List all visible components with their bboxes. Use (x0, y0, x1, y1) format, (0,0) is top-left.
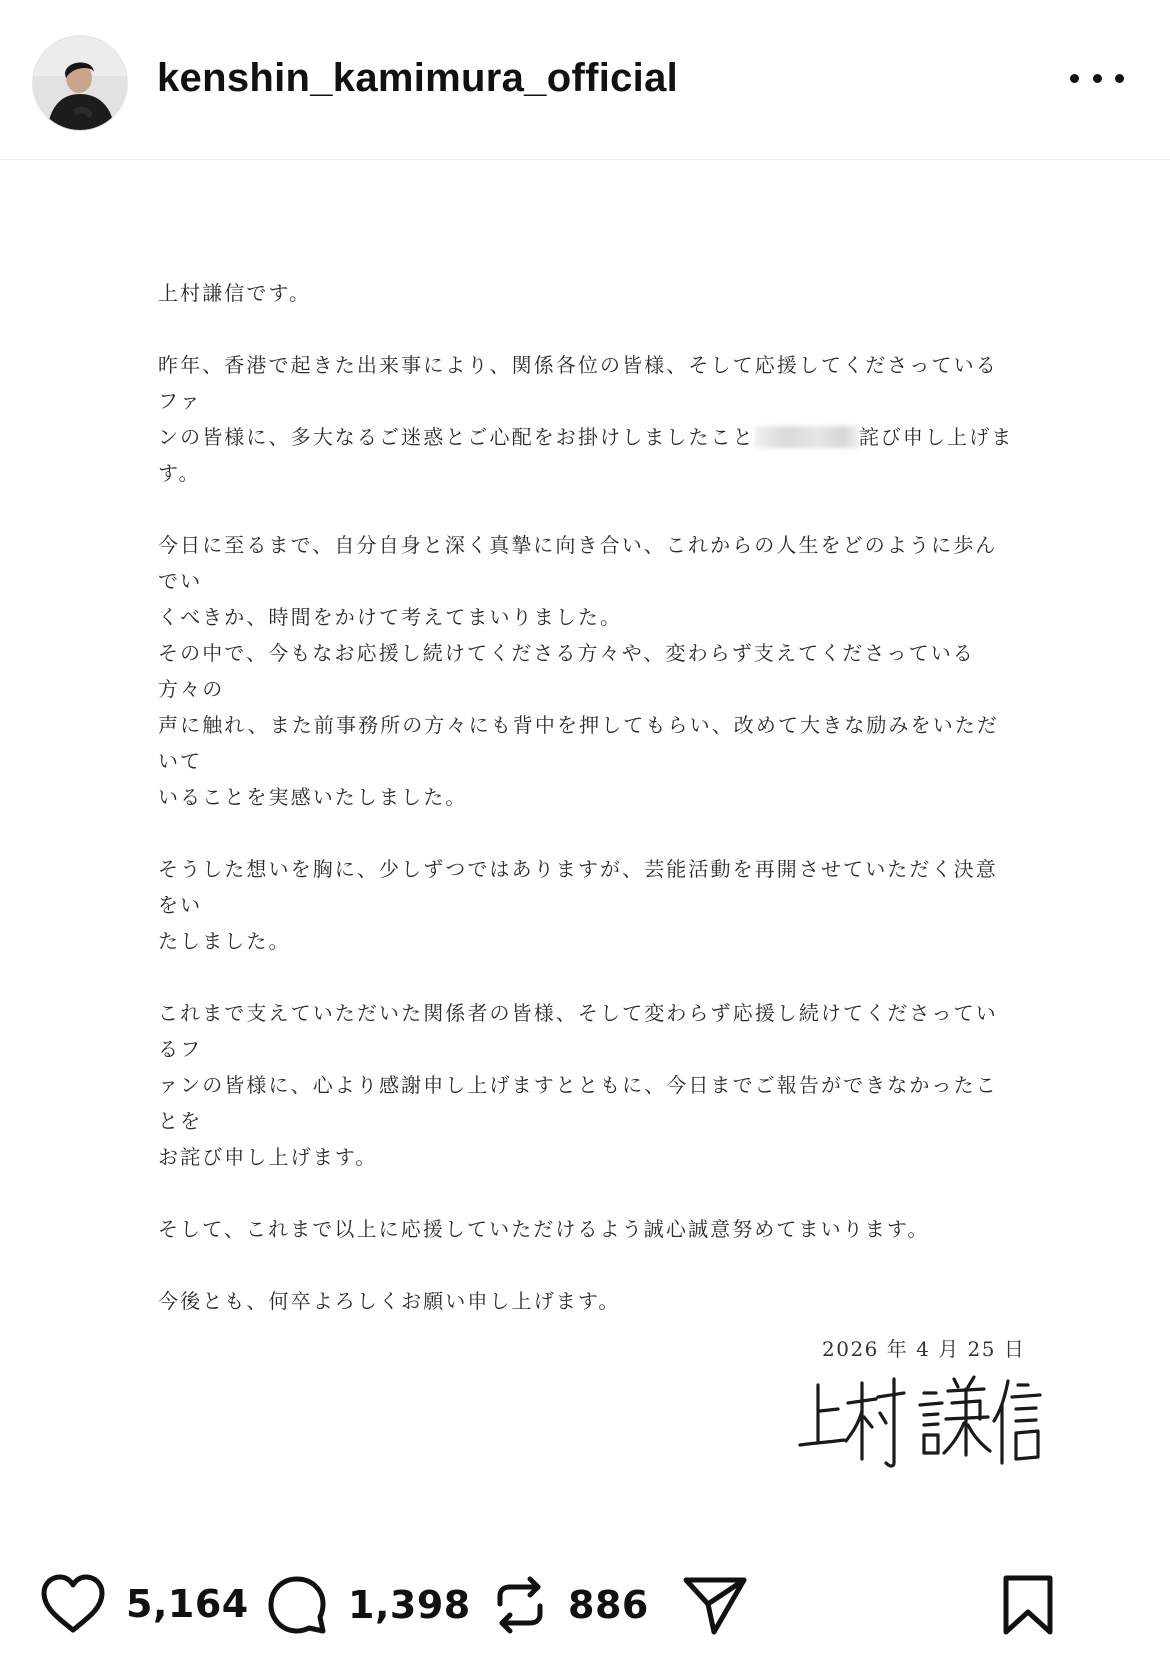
comment-bubble-icon (266, 1574, 328, 1636)
letter-line: 今日に至るまで、自分自身と深く真摯に向き合い、これからの人生をどのように歩んでい (158, 533, 998, 593)
letter-date: 2026 年 4 月 25 日 (822, 1337, 1026, 1361)
bookmark-icon (1000, 1574, 1056, 1636)
letter-paragraph (158, 275, 1016, 311)
letter-line: その中で、今もなお応援し続けてくださる方々や、変わらず支えてくださっている方々の (158, 641, 975, 701)
avatar[interactable] (33, 36, 127, 130)
paper-plane-icon (682, 1574, 748, 1636)
repost-button[interactable] (492, 1574, 649, 1636)
share-button[interactable] (682, 1574, 748, 1636)
letter-line: 声に触れ、また前事務所の方々にも背中を押してもらい、改めて大きな励みをいただいて (158, 713, 999, 773)
letter-paragraph (158, 1283, 1016, 1319)
letter-line: ンの皆様に、多大なるご迷惑とご心配をお掛けしましたこと (158, 425, 755, 449)
letter-line: これまで支えていただいた関係者の皆様、そして変わらず応援し続けてくださっているフ (158, 1001, 998, 1061)
comment-count: 1,398 (348, 1583, 471, 1627)
save-button[interactable] (1000, 1574, 1056, 1636)
letter-line: いることを実感いたしました。 (158, 785, 468, 809)
more-dot (1115, 74, 1124, 83)
letter-line: お詫び申し上げます。 (158, 1145, 378, 1169)
letter-paragraph (158, 527, 1016, 815)
blurred-redaction (755, 426, 859, 448)
like-count: 5,164 (126, 1582, 249, 1626)
more-dot (1093, 74, 1102, 83)
letter-line: そうした想いを胸に、少しずつではありますが、芸能活動を再開させていただく決意をい (158, 857, 998, 917)
letter-line: そして、これまで以上に応援していただけるよう誠心誠意努めてまいります。 (158, 1217, 930, 1241)
letter-paragraph (158, 1211, 1016, 1247)
avatar-photo (33, 36, 127, 130)
post-image-letter[interactable] (0, 161, 1170, 1531)
letter-paragraph (158, 995, 1016, 1175)
like-button[interactable] (40, 1574, 249, 1634)
letter-line: 今後とも、何卒よろしくお願い申し上げます。 (158, 1289, 621, 1313)
letter-line: 上村謙信です。 (158, 281, 312, 305)
letter-line: 昨年、香港で起きた出来事により、関係各位の皆様、そして応援してくださっているファ (158, 353, 998, 413)
letter-paragraph (158, 347, 1016, 491)
letter-line: くべきか、時間をかけて考えてまいりました。 (158, 605, 623, 629)
repost-count: 886 (568, 1583, 649, 1627)
more-horizontal-icon[interactable] (1070, 66, 1124, 90)
letter-line: 詫び申し上げま (858, 425, 1014, 449)
letter-paragraph (158, 851, 1016, 959)
letter-line: ァンの皆様に、心より感謝申し上げますとともに、今日までご報告ができなかったことを (158, 1073, 998, 1133)
letter-line: たしました。 (158, 929, 291, 953)
letter-line: す。 (158, 461, 201, 485)
comment-button[interactable] (266, 1574, 471, 1636)
post-header (0, 0, 1170, 160)
post-actions (0, 1566, 1170, 1666)
repost-icon (492, 1574, 548, 1636)
username[interactable]: kenshin_kamimura_official (157, 56, 679, 100)
more-dot (1070, 74, 1079, 83)
heart-icon (40, 1574, 106, 1634)
handwritten-signature (796, 1371, 1046, 1471)
letter-body (158, 275, 1016, 1319)
